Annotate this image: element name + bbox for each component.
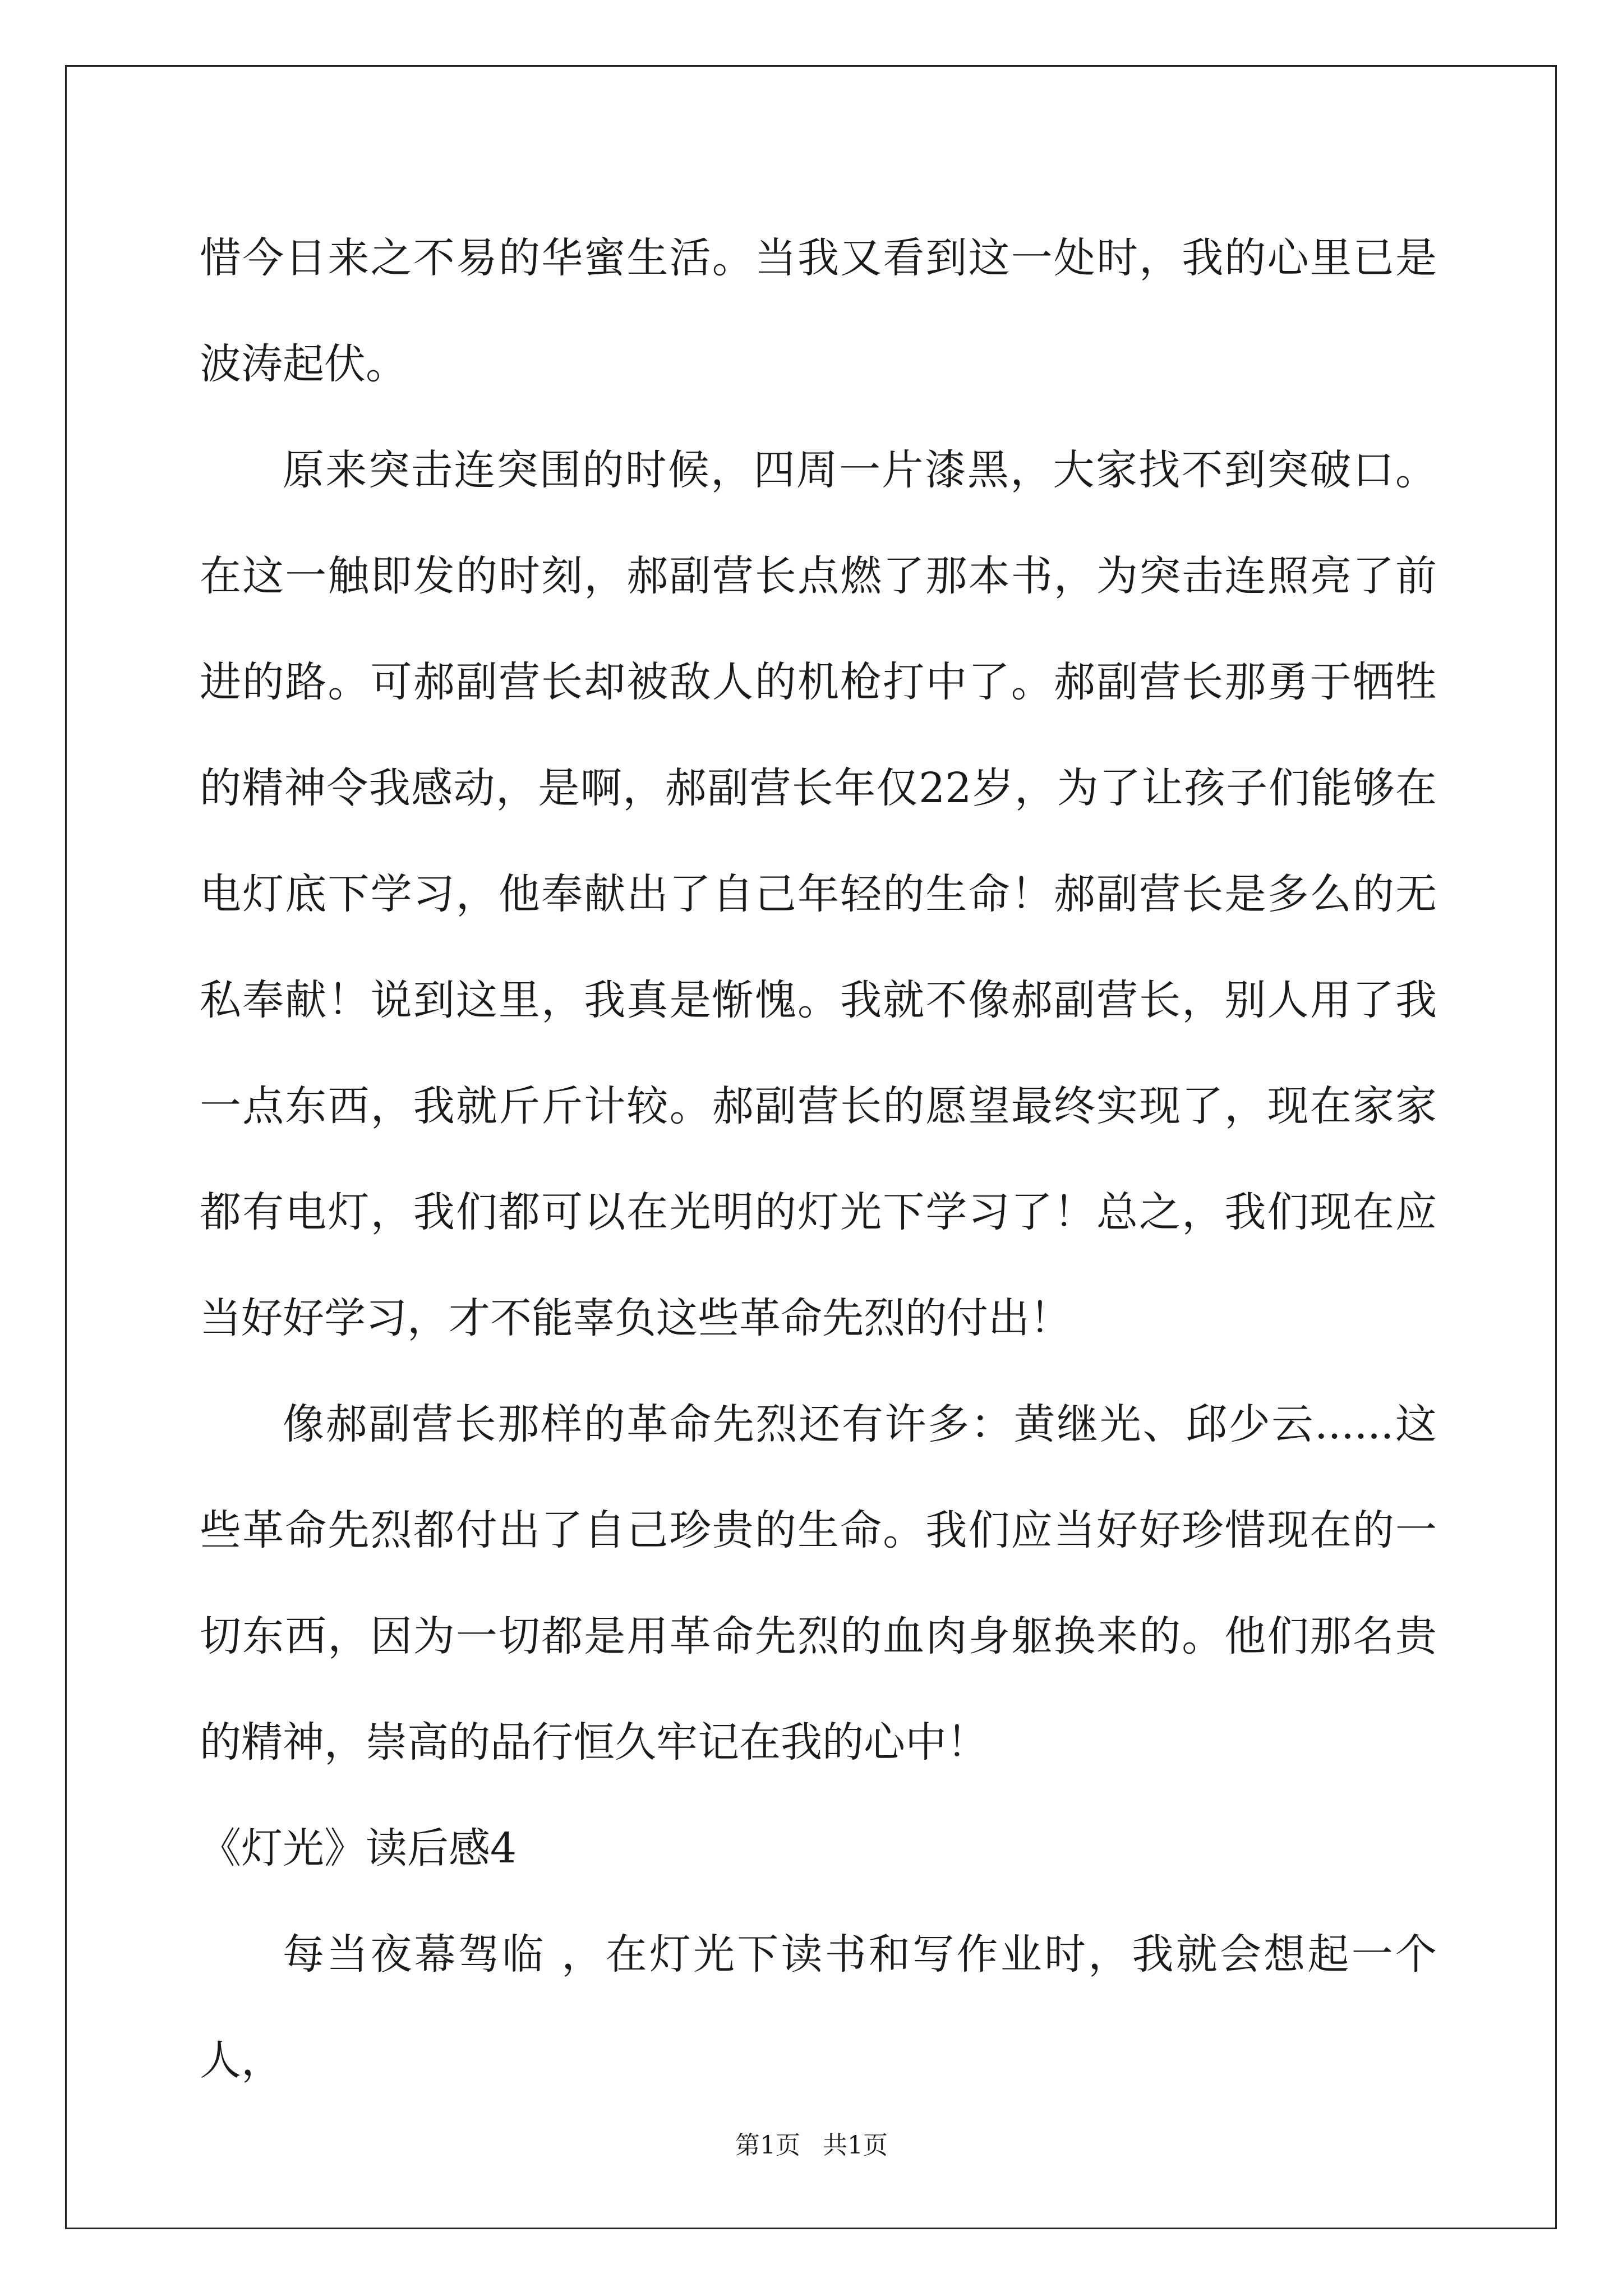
document-body — [200, 205, 1437, 2114]
paragraph-3: 像郝副营长那样的革命先烈还有许多：黄继光、邱少云......这些革命先烈都付出了自己珍贵的生命。我们应当好好珍惜现在的一切东西，因为一切都是用革命先烈的血肉身躯换来的。他们那名贵的精神，崇高的品行恒久牢记在我的心中！ — [200, 1400, 1437, 1766]
paragraph-2: 原来突击连突围的时候，四周一片漆黑，大家找不到突破口。在这一触即发的时刻，郝副营长点燃了那本书，为突击连照亮了前进的路。可郝副营长却被敌人的机枪打中了。郝副营长那勇于牺牲的精神令我感动，是啊，郝副营长年仅22岁，为了让孩子们能够在电灯底下学习，他奉献出了自己年轻的生命！郝副营长是多么的无私奉献！说到这里，我真是惭愧。我就不像郝副营长，别人用了我一点东西，我就斤斤计较。郝副营长的愿望最终实现了，现在家家都有电灯，我们都可以在光明的灯光下学习了！总之，我们现在应当好好学习，才不能辜负这些革命先烈的付出！ — [200, 446, 1437, 1342]
paragraph-4: 每当夜幕驾临 ，在灯光下读书和写作业时，我就会想起一个人， — [200, 1930, 1437, 2085]
paragraph-1: 惜今日来之不易的华蜜生活。当我又看到这一处时，我的心里已是波涛起伏。 — [200, 234, 1437, 388]
section-title: 《灯光》读后感4 — [200, 1824, 517, 1872]
page-footer — [0, 2129, 1623, 2162]
page-number: 第1页 — [735, 2131, 800, 2160]
page-total: 共1页 — [823, 2131, 888, 2160]
